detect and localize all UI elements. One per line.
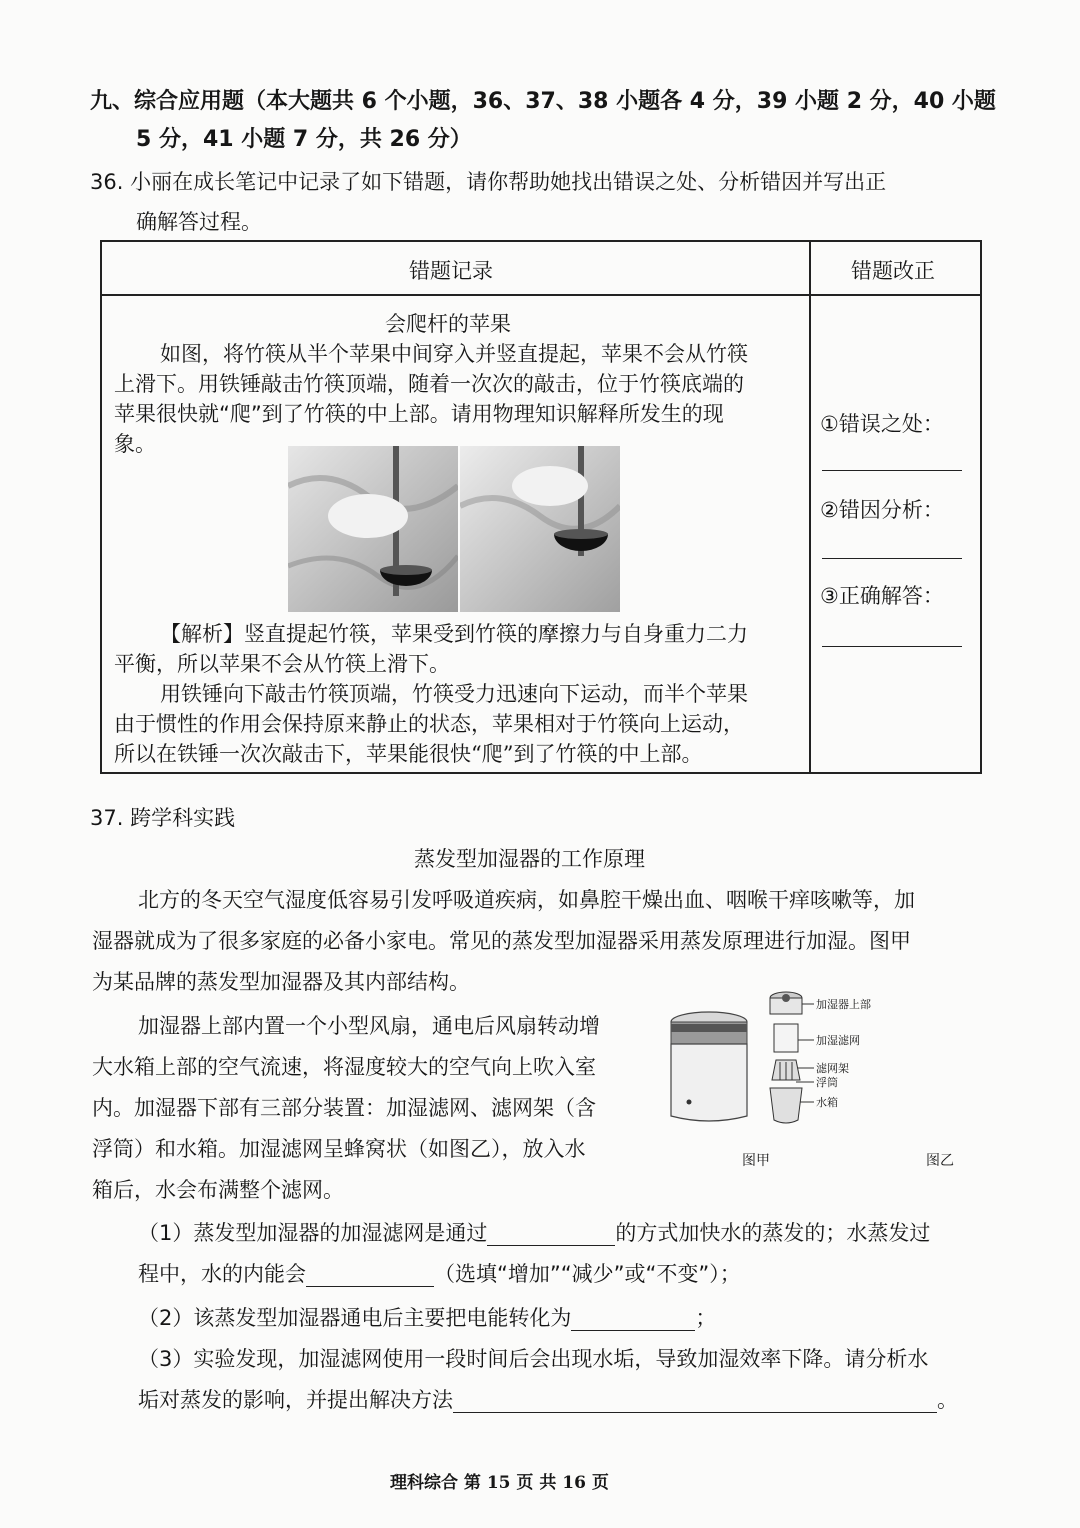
analysis-line: 【解析】竖直提起竹筷，苹果受到竹筷的摩擦力与自身重力二力 [160,622,748,646]
correction-answer-blank[interactable] [822,646,962,647]
sub1-blank-2[interactable] [306,1262,434,1287]
record-title: 会爬杆的苹果 [385,312,511,336]
q37-para2-line: 加湿器上部内置一个小型风扇，通电后风扇转动增 [138,1014,600,1038]
apple-photo-right [460,446,620,612]
problem-line: 苹果很快就“爬”到了竹筷的中上部。请用物理知识解释所发生的现 [114,402,724,426]
q37-para1-line: 为某品牌的蒸发型加湿器及其内部结构。 [92,970,470,994]
table-header-divider [102,294,980,296]
sub1-text-c: 程中，水的内能会 [138,1262,306,1286]
humidifier-figure [664,984,994,1174]
table-header-correction: 错题改正 [851,259,935,283]
q36-intro-line1: 36. 小丽在成长笔记中记录了如下错题，请你帮助她找出错误之处、分析错因并写出正 [90,170,887,194]
q37-para1-line: 北方的冬天空气湿度低容易引发呼吸道疾病，如鼻腔干燥出血、咽喉干痒咳嗽等，加 [138,888,915,912]
section-heading-line1: 九、综合应用题（本大题共 6 个小题，36、37、38 小题各 4 分，39 小题 2 分，40 小题 [90,89,996,114]
correction-answer-label: ③正确解答： [820,584,944,608]
analysis-line: 用铁锤向下敲击竹筷顶端，竹筷受力迅速向下运动，而半个苹果 [160,682,748,706]
correction-error-label: ①错误之处： [820,412,944,436]
sub1-text-a: （1）蒸发型加湿器的加湿滤网是通过 [138,1221,488,1245]
sub1-text-d: （选填“增加”“减少”或“不变”）； [434,1262,741,1286]
q37-sub2 [138,1302,716,1332]
q37-title: 蒸发型加湿器的工作原理 [414,847,645,871]
q37-sub1-line1 [138,1217,930,1247]
table-header-record: 错题记录 [409,259,493,283]
figure-label: 滤网架 [816,1062,849,1075]
analysis-line: 由于惯性的作用会保持原来静止的状态，苹果相对于竹筷向上运动， [114,712,744,736]
analysis-line: 平衡，所以苹果不会从竹筷上滑下。 [114,652,450,676]
figure-caption-a: 图甲 [742,1153,770,1169]
mistake-table [100,240,982,774]
figure-caption-b: 图乙 [926,1153,954,1169]
correction-error-blank[interactable] [822,470,962,471]
sub3-text-b: 垢对蒸发的影响，并提出解决方法 [138,1388,453,1412]
sub1-blank-1[interactable] [487,1221,615,1246]
correction-cause-label: ②错因分析： [820,498,944,522]
sub3-blank[interactable] [453,1388,937,1413]
figure-label: 加湿滤网 [816,1034,860,1047]
q37-sub3-line1: （3）实验发现，加湿滤网使用一段时间后会出现水垢，导致加湿效率下降。请分析水 [138,1347,929,1371]
correction-cause-blank[interactable] [822,558,962,559]
figure-label: 浮筒 [816,1076,838,1089]
q37-para1-line: 湿器就成为了很多家庭的必备小家电。常见的蒸发型加湿器采用蒸发原理进行加湿。图甲 [92,929,911,953]
q37-sub3-line2 [138,1384,958,1414]
section-heading-line2: 5 分，41 小题 7 分，共 26 分） [136,127,472,152]
q37-para2-line: 内。加湿器下部有三部分装置：加湿滤网、滤网架（含 [92,1096,596,1120]
q37-sub1-line2 [138,1258,741,1288]
problem-line: 如图，将竹筷从半个苹果中间穿入并竖直提起，苹果不会从竹筷 [160,342,748,366]
q37-para2-line: 箱后，水会布满整个滤网。 [92,1178,344,1202]
figure-label: 水箱 [816,1096,838,1109]
q37-para2-line: 大水箱上部的空气流速，将湿度较大的空气向上吹入室 [92,1055,596,1079]
page-footer: 理科综合 第 15 页 共 16 页 [390,1473,609,1493]
q37-para2-line: 浮筒）和水箱。加湿滤网呈蜂窝状（如图乙），放入水 [92,1137,586,1161]
problem-line: 象。 [114,432,156,456]
sub2-text-b: ； [695,1306,717,1330]
sub2-blank[interactable] [571,1306,695,1331]
apple-photo-left [288,446,458,612]
problem-line: 上滑下。用铁锤敲击竹筷顶端，随着一次次的敲击，位于竹筷底端的 [114,372,744,396]
sub1-text-b: 的方式加快水的蒸发的；水蒸发过 [615,1221,931,1245]
analysis-line: 所以在铁锤一次次敲击下，苹果能很快“爬”到了竹筷的中上部。 [114,742,703,766]
q36-intro-line2: 确解答过程。 [136,210,262,234]
sub3-text-c: 。 [937,1388,958,1412]
q37-heading: 37. 跨学科实践 [90,806,236,830]
figure-label: 加湿器上部 [816,998,871,1011]
sub2-text-a: （2）该蒸发型加湿器通电后主要把电能转化为 [138,1306,572,1330]
table-column-divider [809,242,811,772]
